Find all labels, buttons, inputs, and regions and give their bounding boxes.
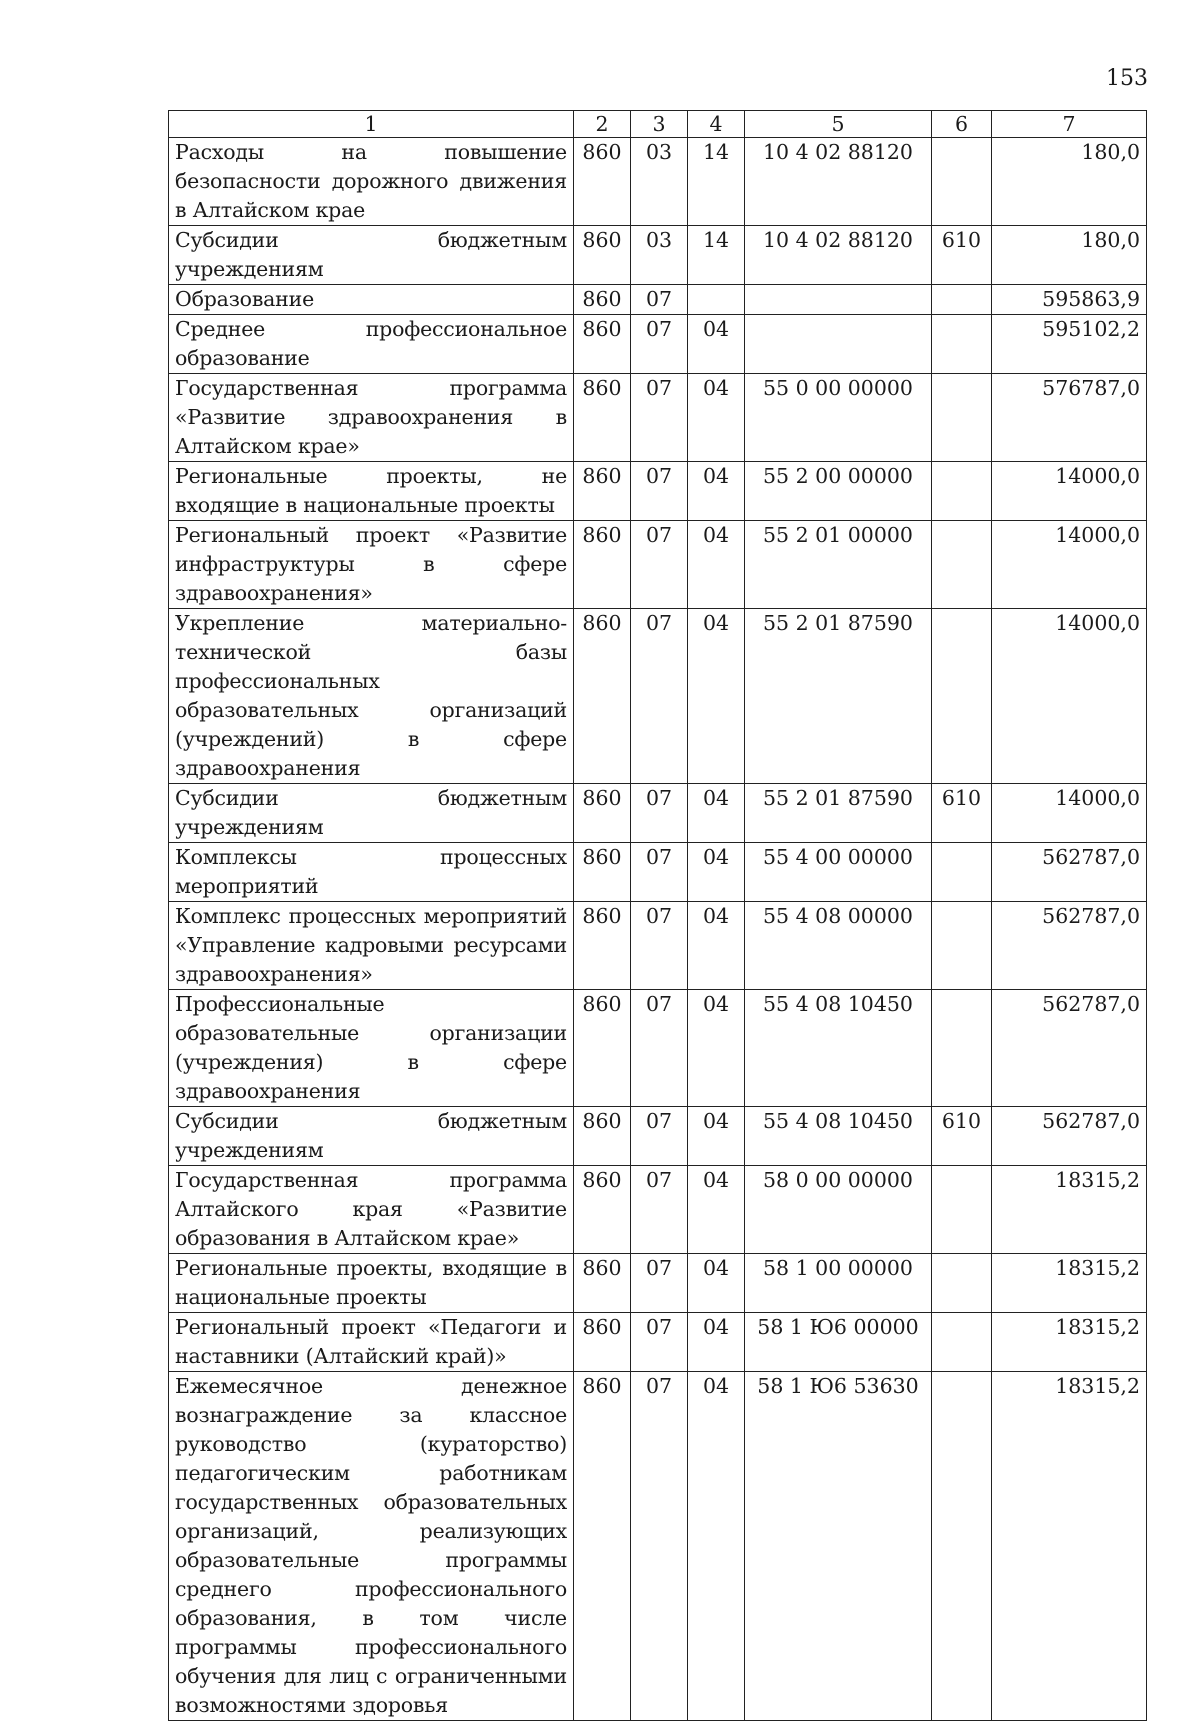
item-name-cell: Ежемесячное денежное вознаграждение за классное руководство (кураторство) педагогическим работникам государственных образовательных организаций, реализующих образовательные программы среднего профессионального образования, в том числе программы профессионального обучения для лиц с ограниченными возможностями здоровья <box>169 1372 574 1721</box>
amount-cell: 180,0 <box>992 138 1147 226</box>
admin-code-cell: 860 <box>574 226 631 285</box>
subsection-cell: 04 <box>688 1313 745 1372</box>
table-row <box>169 138 1147 226</box>
target-article-cell: 55 4 00 00000 <box>745 843 932 902</box>
item-name-cell: Субсидии бюджетным учреждениям <box>169 784 574 843</box>
table-row <box>169 902 1147 990</box>
amount-cell: 18315,2 <box>992 1166 1147 1254</box>
table-row <box>169 1313 1147 1372</box>
subsection-cell: 04 <box>688 784 745 843</box>
target-article-cell: 55 0 00 00000 <box>745 374 932 462</box>
subsection-cell: 04 <box>688 1107 745 1166</box>
target-article-cell: 55 2 01 00000 <box>745 521 932 609</box>
amount-cell: 562787,0 <box>992 843 1147 902</box>
amount-cell: 14000,0 <box>992 462 1147 521</box>
section-cell: 07 <box>631 609 688 784</box>
amount-cell: 562787,0 <box>992 902 1147 990</box>
section-cell: 07 <box>631 1254 688 1313</box>
table-row <box>169 226 1147 285</box>
amount-cell: 18315,2 <box>992 1372 1147 1721</box>
section-cell: 07 <box>631 462 688 521</box>
admin-code-cell: 860 <box>574 1372 631 1721</box>
table-row <box>169 1166 1147 1254</box>
expense-type-cell <box>932 462 992 521</box>
section-cell: 07 <box>631 1166 688 1254</box>
item-name-cell: Государственная программа Алтайского края «Развитие образования в Алтайском крае» <box>169 1166 574 1254</box>
item-name-cell: Региональный проект «Развитие инфраструктуры в сфере здравоохранения» <box>169 521 574 609</box>
column-header: 1 <box>169 111 574 138</box>
amount-cell: 576787,0 <box>992 374 1147 462</box>
target-article-cell <box>745 285 932 315</box>
target-article-cell: 55 2 01 87590 <box>745 609 932 784</box>
admin-code-cell: 860 <box>574 609 631 784</box>
section-cell: 07 <box>631 521 688 609</box>
section-cell: 07 <box>631 784 688 843</box>
expense-type-cell <box>932 1166 992 1254</box>
expense-type-cell <box>932 138 992 226</box>
target-article-cell: 10 4 02 88120 <box>745 138 932 226</box>
admin-code-cell: 860 <box>574 521 631 609</box>
subsection-cell: 04 <box>688 990 745 1107</box>
target-article-cell: 55 2 01 87590 <box>745 784 932 843</box>
item-name-cell: Укрепление материально-технической базы профессиональных образовательных организаций (учреждений) в сфере здравоохранения <box>169 609 574 784</box>
expense-type-cell <box>932 315 992 374</box>
table-row <box>169 374 1147 462</box>
section-cell: 07 <box>631 1107 688 1166</box>
section-cell: 07 <box>631 843 688 902</box>
table-row <box>169 1372 1147 1721</box>
expense-type-cell <box>932 1254 992 1313</box>
amount-cell: 180,0 <box>992 226 1147 285</box>
subsection-cell: 04 <box>688 521 745 609</box>
subsection-cell: 04 <box>688 902 745 990</box>
item-name-cell: Среднее профессиональное образование <box>169 315 574 374</box>
column-header: 2 <box>574 111 631 138</box>
table-row <box>169 285 1147 315</box>
item-name-cell: Государственная программа «Развитие здравоохранения в Алтайском крае» <box>169 374 574 462</box>
table-row <box>169 315 1147 374</box>
amount-cell: 562787,0 <box>992 990 1147 1107</box>
section-cell: 07 <box>631 990 688 1107</box>
subsection-cell: 14 <box>688 138 745 226</box>
section-cell: 07 <box>631 1313 688 1372</box>
column-header: 6 <box>932 111 992 138</box>
admin-code-cell: 860 <box>574 462 631 521</box>
subsection-cell: 04 <box>688 1372 745 1721</box>
item-name-cell: Образование <box>169 285 574 315</box>
table-row <box>169 521 1147 609</box>
subsection-cell: 04 <box>688 374 745 462</box>
section-cell: 07 <box>631 902 688 990</box>
table-row <box>169 843 1147 902</box>
admin-code-cell: 860 <box>574 374 631 462</box>
admin-code-cell: 860 <box>574 1313 631 1372</box>
target-article-cell: 55 4 08 00000 <box>745 902 932 990</box>
admin-code-cell: 860 <box>574 784 631 843</box>
item-name-cell: Комплекс процессных мероприятий «Управление кадровыми ресурсами здравоохранения» <box>169 902 574 990</box>
amount-cell: 562787,0 <box>992 1107 1147 1166</box>
subsection-cell: 04 <box>688 1254 745 1313</box>
table-row <box>169 784 1147 843</box>
expense-type-cell: 610 <box>932 226 992 285</box>
subsection-cell: 04 <box>688 1166 745 1254</box>
target-article-cell: 58 1 Ю6 00000 <box>745 1313 932 1372</box>
subsection-cell <box>688 285 745 315</box>
section-cell: 03 <box>631 226 688 285</box>
admin-code-cell: 860 <box>574 138 631 226</box>
column-header: 5 <box>745 111 932 138</box>
item-name-cell: Субсидии бюджетным учреждениям <box>169 1107 574 1166</box>
table-row <box>169 990 1147 1107</box>
amount-cell: 14000,0 <box>992 521 1147 609</box>
table-row <box>169 1107 1147 1166</box>
target-article-cell: 58 1 Ю6 53630 <box>745 1372 932 1721</box>
header-row <box>169 111 1147 138</box>
amount-cell: 595102,2 <box>992 315 1147 374</box>
subsection-cell: 04 <box>688 462 745 521</box>
admin-code-cell: 860 <box>574 990 631 1107</box>
column-header: 4 <box>688 111 745 138</box>
expense-type-cell <box>932 990 992 1107</box>
section-cell: 07 <box>631 374 688 462</box>
expense-type-cell <box>932 843 992 902</box>
expense-type-cell: 610 <box>932 1107 992 1166</box>
subsection-cell: 14 <box>688 226 745 285</box>
table-row <box>169 1254 1147 1313</box>
column-header: 7 <box>992 111 1147 138</box>
target-article-cell <box>745 315 932 374</box>
amount-cell: 595863,9 <box>992 285 1147 315</box>
target-article-cell: 58 1 00 00000 <box>745 1254 932 1313</box>
expense-type-cell <box>932 1313 992 1372</box>
admin-code-cell: 860 <box>574 285 631 315</box>
admin-code-cell: 860 <box>574 1254 631 1313</box>
page-number: 153 <box>1106 66 1148 91</box>
expense-type-cell <box>932 1372 992 1721</box>
expense-type-cell <box>932 285 992 315</box>
item-name-cell: Региональный проект «Педагоги и наставники (Алтайский край)» <box>169 1313 574 1372</box>
subsection-cell: 04 <box>688 315 745 374</box>
target-article-cell: 58 0 00 00000 <box>745 1166 932 1254</box>
target-article-cell: 55 2 00 00000 <box>745 462 932 521</box>
expense-type-cell <box>932 374 992 462</box>
section-cell: 07 <box>631 1372 688 1721</box>
section-cell: 07 <box>631 285 688 315</box>
subsection-cell: 04 <box>688 843 745 902</box>
admin-code-cell: 860 <box>574 1107 631 1166</box>
section-cell: 03 <box>631 138 688 226</box>
item-name-cell: Субсидии бюджетным учреждениям <box>169 226 574 285</box>
admin-code-cell: 860 <box>574 1166 631 1254</box>
expense-type-cell <box>932 609 992 784</box>
expense-type-cell: 610 <box>932 784 992 843</box>
table-row <box>169 609 1147 784</box>
table-row <box>169 462 1147 521</box>
target-article-cell: 55 4 08 10450 <box>745 990 932 1107</box>
amount-cell: 14000,0 <box>992 784 1147 843</box>
amount-cell: 14000,0 <box>992 609 1147 784</box>
item-name-cell: Региональные проекты, входящие в национальные проекты <box>169 1254 574 1313</box>
budget-table <box>168 110 1147 1721</box>
admin-code-cell: 860 <box>574 902 631 990</box>
admin-code-cell: 860 <box>574 843 631 902</box>
item-name-cell: Региональные проекты, не входящие в национальные проекты <box>169 462 574 521</box>
admin-code-cell: 860 <box>574 315 631 374</box>
section-cell: 07 <box>631 315 688 374</box>
item-name-cell: Комплексы процессных мероприятий <box>169 843 574 902</box>
item-name-cell: Расходы на повышение безопасности дорожного движения в Алтайском крае <box>169 138 574 226</box>
item-name-cell: Профессиональные образовательные организации (учреждения) в сфере здравоохранения <box>169 990 574 1107</box>
target-article-cell: 55 4 08 10450 <box>745 1107 932 1166</box>
expense-type-cell <box>932 521 992 609</box>
expense-type-cell <box>932 902 992 990</box>
target-article-cell: 10 4 02 88120 <box>745 226 932 285</box>
amount-cell: 18315,2 <box>992 1313 1147 1372</box>
column-header: 3 <box>631 111 688 138</box>
subsection-cell: 04 <box>688 609 745 784</box>
amount-cell: 18315,2 <box>992 1254 1147 1313</box>
